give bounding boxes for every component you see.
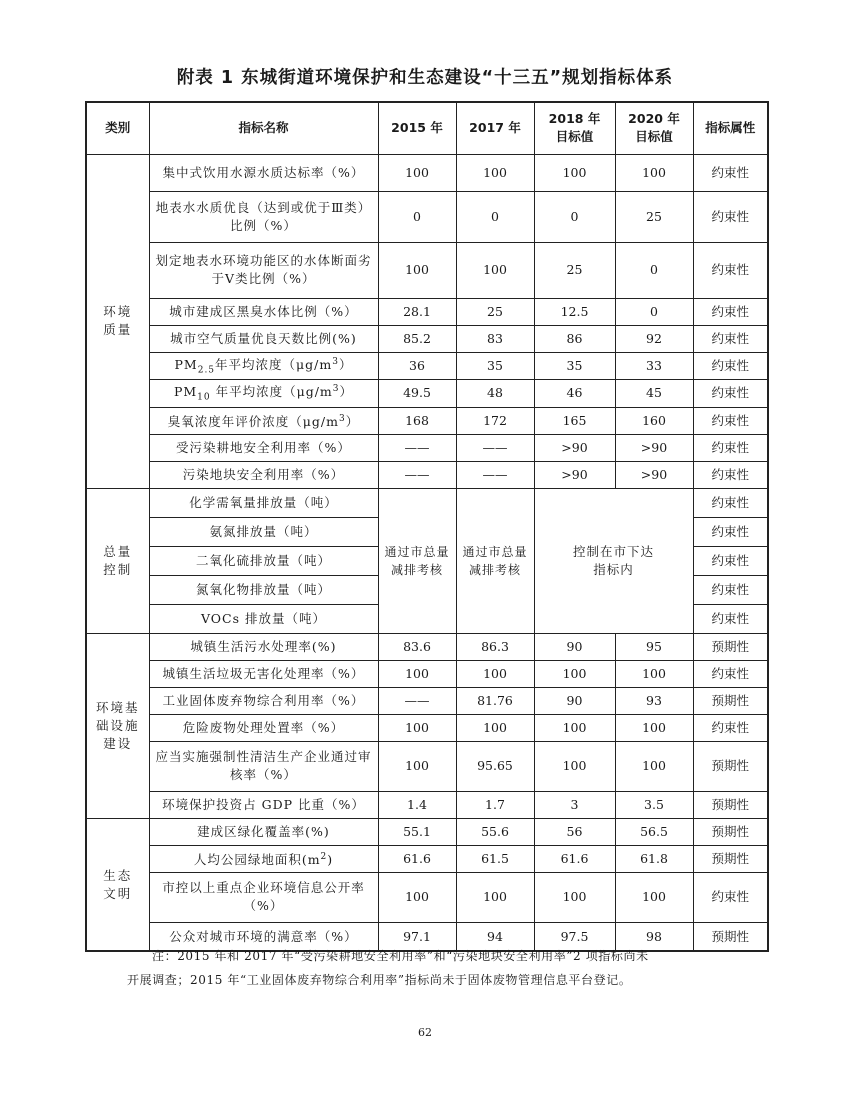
category-total-control bbox=[86, 488, 149, 633]
value-2020: 92 bbox=[615, 325, 693, 352]
value-2020: 100 bbox=[615, 660, 693, 687]
category-label: 环境质量 bbox=[103, 304, 133, 338]
table-row bbox=[86, 488, 768, 517]
indicator-name: 工业固体废弃物综合利用率（%） bbox=[149, 687, 378, 714]
indicator-name: 市控以上重点企业环境信息公开率（%） bbox=[149, 872, 378, 922]
attribute: 约束性 bbox=[693, 546, 768, 575]
attribute: 约束性 bbox=[693, 352, 768, 380]
footnote-line-1: 注：2015 年和 2017 年“受污染耕地安全利用率”和“污染地块安全利用率”2 项指标尚未 bbox=[152, 949, 649, 963]
attribute: 约束性 bbox=[693, 575, 768, 604]
table-row bbox=[86, 660, 768, 687]
indicator-name: $PM_{2.5}$年平均浓度$(\mu g/m^3)$ bbox=[149, 352, 378, 380]
value-2015: 49.5 bbox=[378, 380, 456, 408]
table-row bbox=[86, 633, 768, 660]
value-2017: 35 bbox=[456, 352, 534, 380]
attribute: 约束性 bbox=[693, 154, 768, 191]
indicator-name: 危险废物处理处置率（%） bbox=[149, 714, 378, 741]
value-2017: 100 bbox=[456, 714, 534, 741]
value-2015: 83.6 bbox=[378, 633, 456, 660]
value-2020: 100 bbox=[615, 154, 693, 191]
value-2020: 95 bbox=[615, 633, 693, 660]
merged-2015: 通过市总量减排考核 bbox=[378, 488, 456, 633]
value-2017: 100 bbox=[456, 154, 534, 191]
value-2017: 172 bbox=[456, 407, 534, 434]
value-2015: 85.2 bbox=[378, 325, 456, 352]
value-2018: 100 bbox=[534, 154, 615, 191]
indicator-name: 人均公园绿地面积$(m^2)$ bbox=[149, 845, 378, 872]
value-2015: 100 bbox=[378, 872, 456, 922]
footnote-line-2: 开展调查；2015 年“工业固体废弃物综合利用率”指标尚未于固体废物管理信息平台登记。 bbox=[127, 973, 632, 987]
value-2017: 1.7 bbox=[456, 791, 534, 818]
value-2015: 100 bbox=[378, 714, 456, 741]
value-2020: 160 bbox=[615, 407, 693, 434]
attribute: 约束性 bbox=[693, 191, 768, 242]
value-2018: 35 bbox=[534, 352, 615, 380]
table-row bbox=[86, 845, 768, 872]
attribute: 约束性 bbox=[693, 714, 768, 741]
indicator-name: 应当实施强制性清洁生产企业通过审核率（%） bbox=[149, 741, 378, 791]
indicator-name: 建成区绿化覆盖率(%) bbox=[149, 818, 378, 845]
value-2015: 100 bbox=[378, 660, 456, 687]
value-2018: 100 bbox=[534, 714, 615, 741]
page-number: 62 bbox=[418, 1026, 432, 1039]
value-2020: 100 bbox=[615, 872, 693, 922]
value-2020: 0 bbox=[615, 298, 693, 325]
indicator-name: 氮氧化物排放量（吨） bbox=[149, 575, 378, 604]
value-2015: 28.1 bbox=[378, 298, 456, 325]
value-2018: 97.5 bbox=[534, 922, 615, 951]
value-2018: 12.5 bbox=[534, 298, 615, 325]
value-2017: 25 bbox=[456, 298, 534, 325]
value-2015: —— bbox=[378, 687, 456, 714]
indicator-name: 城镇生活垃圾无害化处理率（%） bbox=[149, 660, 378, 687]
attribute: 预期性 bbox=[693, 791, 768, 818]
header-row bbox=[86, 102, 768, 154]
value-2020: 100 bbox=[615, 741, 693, 791]
merged-target-label: 控制在市下达指标内 bbox=[572, 543, 654, 577]
value-2015: 100 bbox=[378, 741, 456, 791]
value-2020: 98 bbox=[615, 922, 693, 951]
value-2017: 81.76 bbox=[456, 687, 534, 714]
header-2020-line2: 目标值 bbox=[635, 129, 673, 145]
category-label: 环境基础设施建设 bbox=[95, 699, 140, 751]
value-2017: 83 bbox=[456, 325, 534, 352]
attribute: 预期性 bbox=[693, 633, 768, 660]
value-2018: 61.6 bbox=[534, 845, 615, 872]
header-name: 指标名称 bbox=[149, 102, 378, 154]
value-2018: 0 bbox=[534, 191, 615, 242]
attribute: 约束性 bbox=[693, 872, 768, 922]
table-row bbox=[86, 791, 768, 818]
value-2017: 95.65 bbox=[456, 741, 534, 791]
attribute: 预期性 bbox=[693, 741, 768, 791]
value-2015: 55.1 bbox=[378, 818, 456, 845]
value-2018: 90 bbox=[534, 687, 615, 714]
table-row bbox=[86, 461, 768, 488]
indicator-name: 环境保护投资占 GDP 比重（%） bbox=[149, 791, 378, 818]
value-2018: 90 bbox=[534, 633, 615, 660]
value-2017: 100 bbox=[456, 242, 534, 298]
value-2017: 48 bbox=[456, 380, 534, 408]
indicator-name: 化学需氧量排放量（吨） bbox=[149, 488, 378, 517]
indicator-name: 二氧化硫排放量（吨） bbox=[149, 546, 378, 575]
value-2018: 100 bbox=[534, 872, 615, 922]
header-category: 类别 bbox=[86, 102, 149, 154]
value-2020: 61.8 bbox=[615, 845, 693, 872]
header-2018-target bbox=[534, 102, 615, 154]
table-row bbox=[86, 741, 768, 791]
table-row bbox=[86, 687, 768, 714]
category-infrastructure bbox=[86, 633, 149, 818]
value-2020: 100 bbox=[615, 714, 693, 741]
value-2017: 55.6 bbox=[456, 818, 534, 845]
value-2018: 100 bbox=[534, 741, 615, 791]
table-row bbox=[86, 434, 768, 461]
attribute: 约束性 bbox=[693, 380, 768, 408]
attribute: 约束性 bbox=[693, 434, 768, 461]
attribute: 约束性 bbox=[693, 517, 768, 546]
indicator-name: 氨氮排放量（吨） bbox=[149, 517, 378, 546]
table-row bbox=[86, 352, 768, 380]
value-2020: 56.5 bbox=[615, 818, 693, 845]
header-2015: 2015 年 bbox=[378, 102, 456, 154]
value-2015: 0 bbox=[378, 191, 456, 242]
table-row bbox=[86, 298, 768, 325]
value-2015: 168 bbox=[378, 407, 456, 434]
attribute: 预期性 bbox=[693, 845, 768, 872]
indicator-name: 城市建成区黑臭水体比例（%） bbox=[149, 298, 378, 325]
value-2020: >90 bbox=[615, 461, 693, 488]
indicator-name: 地表水水质优良（达到或优于Ⅲ类）比例（%） bbox=[149, 191, 378, 242]
value-2020: 33 bbox=[615, 352, 693, 380]
header-2020-target bbox=[615, 102, 693, 154]
value-2020: >90 bbox=[615, 434, 693, 461]
table-row bbox=[86, 325, 768, 352]
attribute: 约束性 bbox=[693, 407, 768, 434]
value-2020: 45 bbox=[615, 380, 693, 408]
indicator-name: 污染地块安全利用率（%） bbox=[149, 461, 378, 488]
indicator-name: 划定地表水环境功能区的水体断面劣于Ⅴ类比例（%） bbox=[149, 242, 378, 298]
table-title: 附表 1 东城街道环境保护和生态建设“十三五”规划指标体系 bbox=[176, 68, 674, 88]
attribute: 约束性 bbox=[693, 461, 768, 488]
indicator-name: 城镇生活污水处理率(%) bbox=[149, 633, 378, 660]
table-row bbox=[86, 818, 768, 845]
merged-2018-2020 bbox=[534, 488, 693, 633]
value-2017: 100 bbox=[456, 660, 534, 687]
value-2018: 165 bbox=[534, 407, 615, 434]
value-2015: 100 bbox=[378, 154, 456, 191]
header-2018-line2: 目标值 bbox=[555, 129, 594, 145]
indicator-name: 受污染耕地安全利用率（%） bbox=[149, 434, 378, 461]
attribute: 约束性 bbox=[693, 488, 768, 517]
category-eco-civilization bbox=[86, 818, 149, 951]
value-2017: 61.5 bbox=[456, 845, 534, 872]
header-2017: 2017 年 bbox=[456, 102, 534, 154]
value-2015: 97.1 bbox=[378, 922, 456, 951]
indicator-name: 城市空气质量优良天数比例(%) bbox=[149, 325, 378, 352]
header-2018-line1: 2018 年 bbox=[548, 111, 601, 127]
table-row bbox=[86, 242, 768, 298]
value-2015: —— bbox=[378, 434, 456, 461]
value-2018: 3 bbox=[534, 791, 615, 818]
value-2020: 0 bbox=[615, 242, 693, 298]
attribute: 约束性 bbox=[693, 604, 768, 633]
indicator-name: 臭氧浓度年评价浓度$(\mu g/m^3)$ bbox=[149, 407, 378, 434]
indicator-name: 集中式饮用水源水质达标率（%） bbox=[149, 154, 378, 191]
attribute: 约束性 bbox=[693, 298, 768, 325]
table-row bbox=[86, 154, 768, 191]
category-label: 总量控制 bbox=[103, 543, 133, 577]
header-attribute: 指标属性 bbox=[693, 102, 768, 154]
table-row bbox=[86, 872, 768, 922]
value-2018: >90 bbox=[534, 434, 615, 461]
indicator-name: 公众对城市环境的满意率（%） bbox=[149, 922, 378, 951]
value-2015: 100 bbox=[378, 242, 456, 298]
table-row bbox=[86, 407, 768, 434]
attribute: 约束性 bbox=[693, 325, 768, 352]
table-row bbox=[86, 380, 768, 408]
indicator-table bbox=[85, 101, 769, 952]
merged-2017: 通过市总量减排考核 bbox=[456, 488, 534, 633]
header-2020-line1: 2020 年 bbox=[628, 111, 680, 127]
category-label: 生态文明 bbox=[103, 867, 133, 901]
attribute: 预期性 bbox=[693, 687, 768, 714]
indicator-name: VOCs 排放量（吨） bbox=[149, 604, 378, 633]
value-2015: 1.4 bbox=[378, 791, 456, 818]
value-2017: 86.3 bbox=[456, 633, 534, 660]
category-env-quality bbox=[86, 154, 149, 488]
value-2017: 0 bbox=[456, 191, 534, 242]
value-2018: 86 bbox=[534, 325, 615, 352]
value-2017: —— bbox=[456, 461, 534, 488]
value-2018: 100 bbox=[534, 660, 615, 687]
attribute: 预期性 bbox=[693, 818, 768, 845]
attribute: 约束性 bbox=[693, 660, 768, 687]
value-2020: 25 bbox=[615, 191, 693, 242]
value-2015: 61.6 bbox=[378, 845, 456, 872]
value-2018: 25 bbox=[534, 242, 615, 298]
value-2020: 3.5 bbox=[615, 791, 693, 818]
value-2015: —— bbox=[378, 461, 456, 488]
value-2015: 36 bbox=[378, 352, 456, 380]
value-2017: 94 bbox=[456, 922, 534, 951]
value-2017: 100 bbox=[456, 872, 534, 922]
attribute: 预期性 bbox=[693, 922, 768, 951]
value-2017: —— bbox=[456, 434, 534, 461]
value-2020: 93 bbox=[615, 687, 693, 714]
value-2018: >90 bbox=[534, 461, 615, 488]
table-row bbox=[86, 714, 768, 741]
attribute: 约束性 bbox=[693, 242, 768, 298]
indicator-name: $PM_{10}$ 年平均浓度$(\mu g/m^3)$ bbox=[149, 380, 378, 408]
table-row bbox=[86, 191, 768, 242]
value-2018: 56 bbox=[534, 818, 615, 845]
value-2018: 46 bbox=[534, 380, 615, 408]
